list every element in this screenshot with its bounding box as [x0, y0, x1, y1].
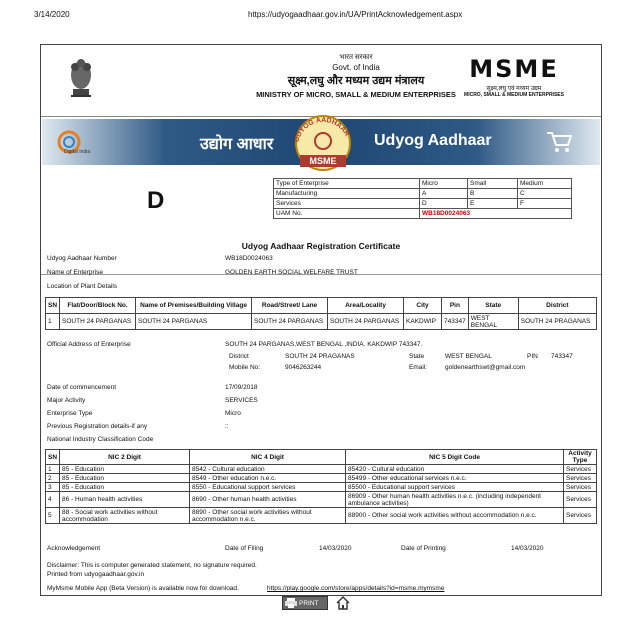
table-cell: 85 - Education — [60, 483, 190, 492]
enterprise-type-value: Micro — [225, 410, 241, 417]
aadhaar-number-value: WB18D0024063 — [225, 255, 273, 262]
email-value: goldenearthswt@gmail.com — [445, 364, 526, 371]
enterprise-type-label: Enterprise Type — [47, 410, 93, 417]
print-button[interactable] — [282, 596, 328, 610]
print-header — [0, 0, 640, 22]
table-row — [46, 508, 597, 524]
table-cell: Services — [274, 199, 420, 209]
table-cell: 1 — [46, 465, 60, 474]
table-cell: 8550 - Educational support services — [190, 483, 346, 492]
filing-date-label: Date of Filing — [225, 545, 264, 552]
column-header: NIC 2 Digit — [60, 450, 190, 465]
table-cell: Services — [564, 492, 597, 508]
table-cell: Type of Enterprise — [274, 179, 420, 189]
nic-label: National Industry Classification Code — [47, 436, 154, 443]
disclaimer-line1: Disclaimer: This is computer generated statement, no signature required. — [47, 562, 257, 569]
enterprise-name-label: Name of Enterprise — [47, 269, 103, 276]
table-row — [274, 189, 572, 199]
table-cell: E — [468, 199, 518, 209]
enterprise-name-value: GOLDEN EARTH SOCIAL WELFARE TRUST — [225, 269, 358, 276]
nic-table — [45, 449, 597, 524]
column-header: Area/Locality — [328, 298, 404, 314]
printer-icon — [285, 598, 297, 608]
filing-date-value: 14/03/2020 — [319, 545, 352, 552]
app-download-link[interactable]: https://play.google.com/store/apps/details?id=msme.mymsme — [267, 585, 445, 592]
district-label: District — [229, 353, 249, 360]
printing-date-value: 14/03/2020 — [511, 545, 544, 552]
table-cell: Services — [564, 508, 597, 524]
major-activity-label: Major Activity — [47, 397, 86, 404]
table-cell: C — [518, 189, 572, 199]
enterprise-category-section — [41, 173, 601, 275]
column-header: SN — [46, 450, 60, 465]
print-url: https://udyogaadhaar.gov.in/UA/PrintAcknowledgement.aspx — [248, 10, 463, 19]
udyog-aadhaar-seal — [290, 113, 356, 175]
msme-logo-hindi: सूक्ष्म,लघु एवं मध्यम उद्यम — [486, 86, 542, 92]
column-header: SN — [46, 298, 60, 314]
ashoka-emblem-icon — [63, 53, 99, 101]
table-cell: SOUTH 24 PRAGANAS — [518, 314, 596, 330]
hindi-govt: भारत सरकार — [339, 54, 373, 61]
table-cell: 8690 - Other human health activities — [190, 492, 346, 508]
hindi-ministry: सूक्ष्म,लघु और मध्यम उद्यम मंत्रालय — [287, 75, 425, 87]
table-cell: KAKDWIP — [404, 314, 442, 330]
official-address-label: Official Address of Enterprise — [47, 341, 131, 348]
table-row — [46, 474, 597, 483]
mobile-value: 9046263244 — [285, 364, 322, 371]
enterprise-type-table — [273, 178, 572, 219]
table-cell: Services — [564, 474, 597, 483]
table-row — [46, 314, 597, 330]
category-box — [53, 177, 271, 227]
table-header-row — [46, 450, 597, 465]
plant-details-table — [45, 297, 597, 330]
table-cell: 5 — [46, 508, 60, 524]
print-label: PRINT — [299, 599, 319, 607]
banner-english-title: Udyog Aadhaar — [374, 132, 492, 149]
app-download-text: MyMsme Mobile App (Beta Version) is available now for download. — [47, 585, 239, 592]
column-header: NIC 5 Digit Code — [346, 450, 564, 465]
column-header: Pin — [442, 298, 469, 314]
govt-titles — [241, 53, 471, 99]
column-header: Flat/Door/Block No. — [60, 298, 136, 314]
table-row — [46, 492, 597, 508]
table-cell: Services — [564, 465, 597, 474]
column-header: NIC 4 Digit — [190, 450, 346, 465]
uam-value: WB18D0024063 — [420, 209, 572, 219]
category-letter: D — [147, 187, 165, 214]
state-value: WEST BENGAL — [445, 353, 492, 360]
table-cell: SOUTH 24 PARGANAS — [252, 314, 328, 330]
table-cell: 85 - Education — [60, 474, 190, 483]
state-label: State — [409, 353, 425, 360]
table-cell: 8542 - Cultural education — [190, 465, 346, 474]
uam-label: UAM No. — [274, 209, 420, 219]
table-row — [46, 483, 597, 492]
table-cell: A — [420, 189, 468, 199]
official-address-line: SOUTH 24 PARGANAS,WEST BENGAL ,INDIA. KAKDWIP 743347. — [225, 341, 423, 348]
column-header: Name of Premises/Building Village — [136, 298, 252, 314]
table-cell: 88900 - Other social work activities without accommodation n.e.c. — [346, 508, 564, 524]
table-row — [274, 179, 572, 189]
commencement-value: 17/09/2018 — [225, 384, 258, 391]
table-cell: Micro — [420, 179, 468, 189]
certificate-title: Udyog Aadhaar Registration Certificate — [241, 241, 401, 251]
govt-header — [41, 45, 601, 117]
previous-registration-label: Previous Registration details-if any — [47, 423, 148, 430]
table-cell: Services — [564, 483, 597, 492]
district-value: SOUTH 24 PRAGANAS — [285, 353, 355, 360]
mobile-label: Mobile No: — [229, 364, 261, 371]
table-cell: D — [420, 199, 468, 209]
seal-bottom-text: MSME — [309, 156, 337, 166]
column-header: City — [404, 298, 442, 314]
major-activity-value: SERVICES — [225, 397, 258, 404]
table-cell: 8890 - Other social work activities without accommodation n.e.c. — [190, 508, 346, 524]
table-cell: 85 - Education — [60, 465, 190, 474]
digital-india-label: Digital India — [64, 149, 91, 155]
table-cell: 8549 - Other education n.e.c. — [190, 474, 346, 483]
table-cell: 3 — [46, 483, 60, 492]
previous-registration-value: :: — [225, 423, 229, 430]
table-cell: 86 - Human health activities — [60, 492, 190, 508]
disclaimer-line2: Printed from udyogaadhaar.gov.in — [47, 571, 145, 578]
table-cell: SOUTH 24 PARGANAS — [60, 314, 136, 330]
table-cell: 4 — [46, 492, 60, 508]
print-date: 3/14/2020 — [34, 10, 70, 19]
ministry-title: MINISTRY OF MICRO, SMALL & MEDIUM ENTERPRISES — [256, 90, 456, 99]
msme-logo-text: MSME — [469, 55, 559, 83]
aadhaar-number-label: Udyog Aadhaar Number — [47, 255, 117, 262]
table-cell: F — [518, 199, 572, 209]
table-header-row — [46, 298, 597, 314]
table-cell: 2 — [46, 474, 60, 483]
column-header: District — [518, 298, 596, 314]
table-cell: 743347 — [442, 314, 469, 330]
table-cell: 85499 - Other educational services n.e.c. — [346, 474, 564, 483]
table-cell: WEST BENGAL — [468, 314, 518, 330]
udyog-banner — [42, 116, 600, 166]
column-header: State — [468, 298, 518, 314]
table-cell: 85500 - Educational support services — [346, 483, 564, 492]
certificate-frame — [40, 44, 602, 596]
msme-logo-sub: MICRO, SMALL & MEDIUM ENTERPRISES — [464, 92, 564, 98]
printing-date-label: Date of Printing — [401, 545, 446, 552]
table-cell: 1 — [46, 314, 60, 330]
table-cell: 86909 - Other human health activities n.e.c. (including independent ambulance activities) — [346, 492, 564, 508]
table-cell: 85420 - Cultural education — [346, 465, 564, 474]
table-cell: Small — [468, 179, 518, 189]
commencement-label: Date of commencement — [47, 384, 117, 391]
table-row — [46, 465, 597, 474]
table-cell: B — [468, 189, 518, 199]
table-row — [274, 209, 572, 219]
column-header: Activity Type — [564, 450, 597, 465]
home-icon[interactable] — [336, 596, 350, 610]
msme-logo — [459, 55, 569, 99]
column-header: Road/Street/ Lane — [252, 298, 328, 314]
table-cell: Medium — [518, 179, 572, 189]
seal-top-text: UDYOG AADHAAR — [293, 116, 351, 143]
table-cell: SOUTH 24 PARGANAS — [328, 314, 404, 330]
table-row — [274, 199, 572, 209]
table-cell: Manufacturing — [274, 189, 420, 199]
banner-hindi-title: उद्योग आधार — [200, 136, 274, 153]
plant-location-label: Location of Plant Details — [47, 283, 118, 290]
table-cell: SOUTH 24 PARGANAS — [136, 314, 252, 330]
pin-label: PIN — [527, 353, 538, 360]
table-cell: 88 - Social work activities without accommodation — [60, 508, 190, 524]
cart-icon — [544, 129, 574, 155]
acknowledgement-label: Acknowledgement — [47, 545, 101, 552]
email-label: Email: — [409, 364, 428, 371]
pin-value: 743347 — [551, 353, 573, 360]
govt-of-india: Govt. of India — [332, 63, 380, 72]
